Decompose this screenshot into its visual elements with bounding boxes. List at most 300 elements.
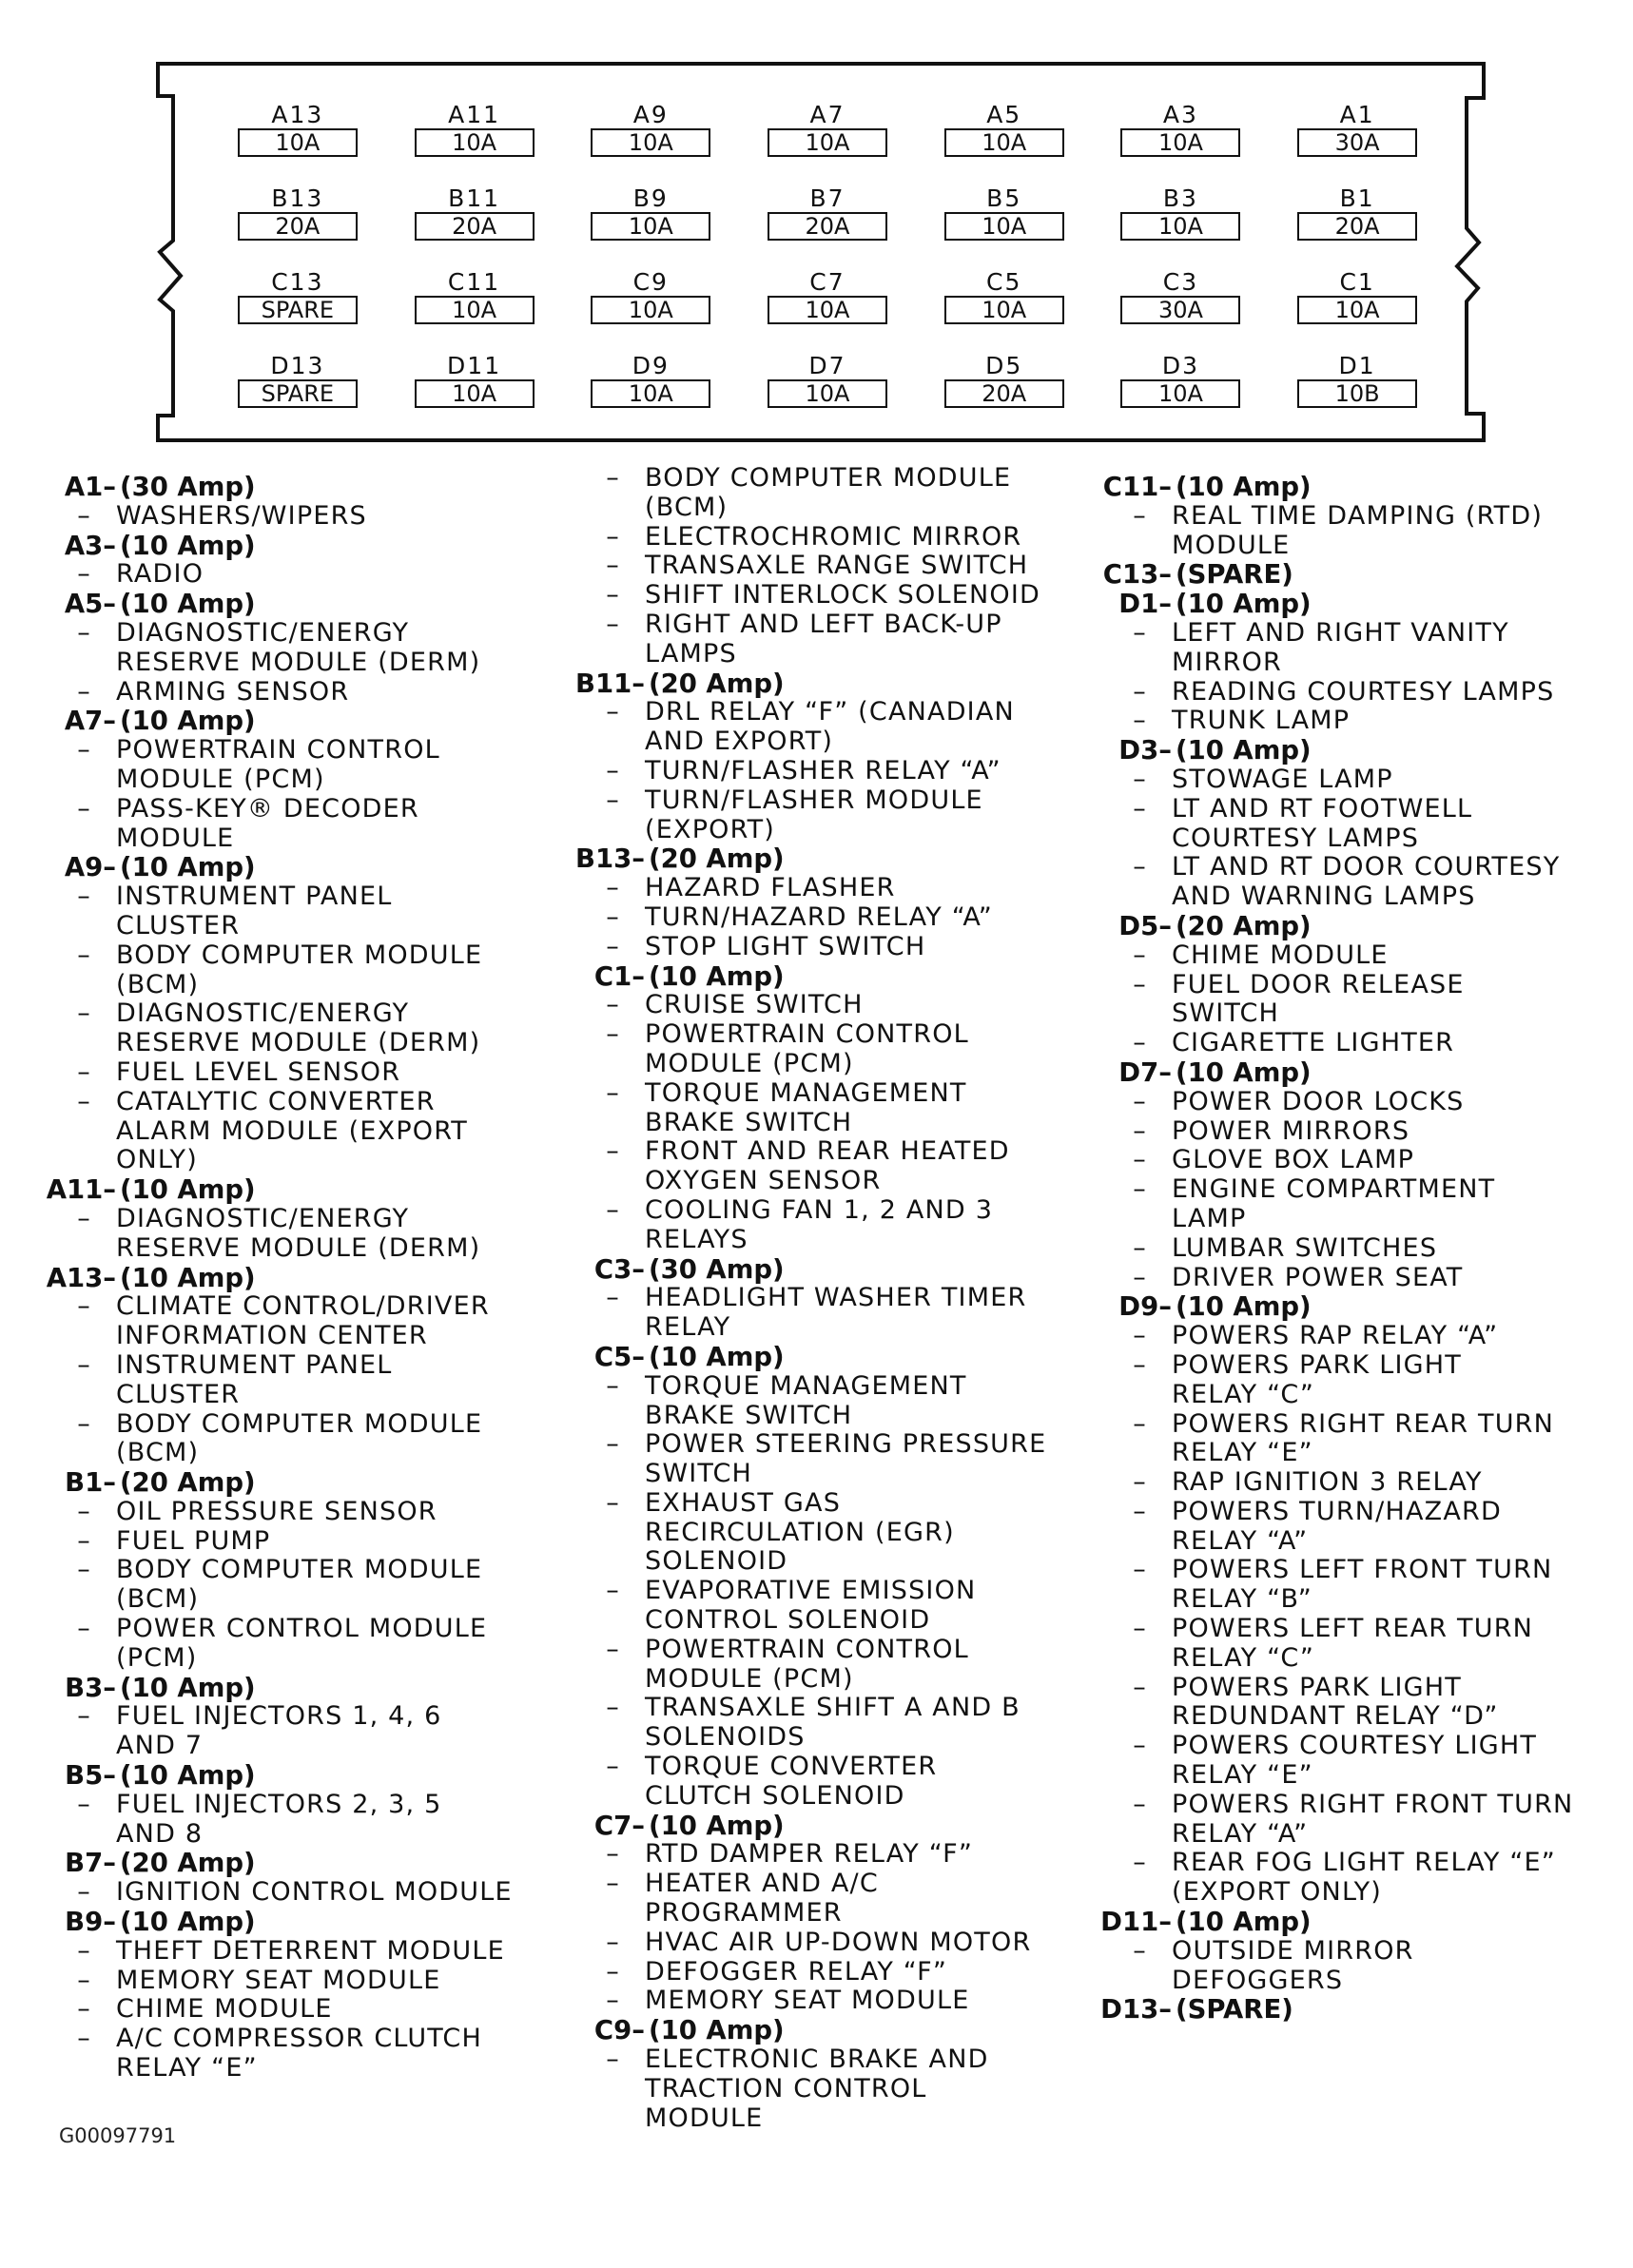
fuse-cell — [209, 248, 386, 332]
fuse-legend-heading — [29, 1468, 542, 1498]
fuse-legend-item-text: ENGINE COMPARTMENT LAMP — [1172, 1174, 1496, 1233]
fuse-cell — [1269, 248, 1446, 332]
fuse-legend-item-text: FRONT AND REAR HEATED OXYGEN SENSOR — [645, 1136, 1010, 1196]
fuse-legend-item — [557, 1079, 1090, 1138]
fuse-legend-heading — [29, 473, 542, 502]
bullet-dash: – — [1133, 1614, 1147, 1644]
fuse-legend-item — [1084, 1029, 1626, 1058]
bullet-dash: – — [606, 580, 620, 611]
fuse-cell — [1093, 332, 1270, 416]
fuse-legend-item — [557, 1577, 1090, 1636]
fuse-rating: 20A — [238, 212, 358, 241]
bullet-dash: – — [77, 1614, 91, 1644]
fuse-legend-code: D7– — [1118, 1056, 1172, 1088]
fuse-rating: 10A — [591, 128, 710, 157]
fuse-rating: 10A — [591, 296, 710, 324]
fuse-cell — [386, 332, 563, 416]
fuse-legend-heading — [557, 669, 1090, 699]
fuse-legend-item — [557, 1020, 1090, 1079]
bullet-dash: – — [1133, 1408, 1147, 1439]
fuse-legend-item — [557, 698, 1090, 757]
bullet-dash: – — [1133, 1467, 1147, 1498]
fuse-id: C11 — [447, 268, 501, 296]
fuse-id: B3 — [1162, 184, 1198, 212]
fuse-legend-code: B13– — [575, 843, 645, 875]
fuse-legend-item — [557, 933, 1090, 962]
fuse-legend-item-text: DRL RELAY “F” (CANADIAN AND EXPORT) — [645, 697, 1015, 757]
fuse-legend-heading — [29, 1849, 542, 1878]
fuse-legend-item — [29, 941, 542, 1000]
bullet-dash: – — [77, 1203, 91, 1233]
fuse-legend-item — [29, 1702, 542, 1761]
bullet-dash: – — [1133, 1672, 1147, 1702]
fuse-cell — [1269, 332, 1446, 416]
fuse-legend-item-text: SHIFT INTERLOCK SOLENOID — [645, 580, 1040, 611]
fuse-legend-item — [557, 1430, 1090, 1489]
fuse-legend-item — [29, 1058, 542, 1088]
fuse-rating: 30A — [1120, 296, 1240, 324]
bullet-dash: – — [77, 1349, 91, 1380]
fuse-cell — [739, 248, 916, 332]
fuse-legend-amperage: (10 Amp) — [1176, 1907, 1312, 1938]
bullet-dash: – — [1133, 1174, 1147, 1205]
fuse-legend-item — [557, 1284, 1090, 1343]
fuse-cell — [386, 165, 563, 248]
fuse-rating: SPARE — [238, 379, 358, 408]
bullet-dash: – — [606, 931, 620, 961]
fuse-legend-item — [1084, 1732, 1626, 1791]
bullet-dash: – — [1133, 706, 1147, 736]
bullet-dash: – — [1133, 1115, 1147, 1146]
fuse-id: A11 — [448, 101, 501, 128]
fuse-legend-item-text: POWERS RAP RELAY “A” — [1172, 1321, 1499, 1351]
fuse-legend-item — [1084, 1615, 1626, 1674]
fuse-legend-item — [1084, 1849, 1626, 1908]
fuse-legend-item-text: TORQUE CONVERTER CLUTCH SOLENOID — [645, 1752, 938, 1811]
bullet-dash: – — [606, 755, 620, 785]
fuse-legend-item — [1084, 1556, 1626, 1615]
fuse-legend-item-text: LEFT AND RIGHT VANITY MIRROR — [1172, 617, 1509, 677]
fuse-legend-item-text: TURN/HAZARD RELAY “A” — [645, 901, 993, 932]
fuse-cell — [739, 81, 916, 165]
fuse-legend-heading — [29, 1264, 542, 1293]
fuse-legend-item — [29, 1791, 542, 1850]
fuse-cell — [562, 248, 739, 332]
fuse-legend-item — [557, 1372, 1090, 1431]
fuse-legend-code: B5– — [65, 1760, 116, 1792]
fuse-legend-code: D3– — [1118, 735, 1172, 766]
fuse-id: A13 — [271, 101, 324, 128]
fuse-legend-item — [29, 1995, 542, 2025]
fuse-legend-item-text: POWERTRAIN CONTROL MODULE (PCM) — [645, 1019, 969, 1078]
fuse-legend-item — [1084, 502, 1626, 561]
bullet-dash: – — [606, 1752, 620, 1782]
fuse-legend-heading — [557, 962, 1090, 992]
fuse-rating: 20A — [1297, 212, 1417, 241]
fuse-legend-item — [557, 552, 1090, 581]
fuse-legend-heading — [29, 1674, 542, 1703]
fuse-legend-item — [1084, 766, 1626, 795]
bullet-dash: – — [1133, 676, 1147, 707]
fuse-legend-heading — [29, 590, 542, 619]
fuse-legend-code: A3– — [64, 530, 116, 561]
fuse-legend-amperage: (10 Amp) — [120, 1907, 256, 1938]
fuse-legend-item-text: RIGHT AND LEFT BACK-UP LAMPS — [645, 609, 1002, 669]
fuse-legend-item-text: FUEL PUMP — [116, 1525, 271, 1556]
fuse-id: C9 — [632, 268, 669, 296]
fuse-rating: 10A — [944, 212, 1064, 241]
bullet-dash: – — [1133, 617, 1147, 648]
fuse-legend-heading — [29, 707, 542, 736]
fuse-legend-item-text: HEADLIGHT WASHER TIMER RELAY — [645, 1283, 1027, 1343]
fuse-legend-item-text: POWER MIRRORS — [1172, 1115, 1410, 1146]
fuse-legend-item — [29, 2025, 542, 2084]
fuse-legend-item — [1084, 707, 1626, 736]
fuse-legend-heading — [1084, 1292, 1626, 1322]
fuse-legend-heading — [1084, 736, 1626, 766]
bullet-dash: – — [77, 559, 91, 590]
fuse-legend-item — [1084, 971, 1626, 1030]
fuse-legend-code: C7– — [593, 1810, 645, 1841]
fuse-id: B9 — [632, 184, 669, 212]
fuse-legend-item — [29, 560, 542, 590]
bullet-dash: – — [77, 1877, 91, 1908]
fuse-legend-item — [557, 1694, 1090, 1753]
fuse-legend-item — [29, 1292, 542, 1351]
fuse-cell — [1093, 248, 1270, 332]
fuse-legend-heading — [1084, 1908, 1626, 1937]
fuse-legend-code: C11– — [1102, 472, 1172, 502]
fuse-legend-amperage: (10 Amp) — [1176, 472, 1312, 502]
fuse-legend-item — [29, 1878, 542, 1908]
fuse-legend-item-text: STOP LIGHT SWITCH — [645, 931, 926, 961]
fuse-legend-item — [557, 1196, 1090, 1255]
fuse-legend-item — [1084, 1175, 1626, 1234]
fuse-legend-item — [557, 1958, 1090, 1987]
fuse-legend-item-text: POWERS TURN/HAZARD RELAY “A” — [1172, 1496, 1502, 1556]
bullet-dash: – — [1133, 1086, 1147, 1116]
fuse-id: B7 — [809, 184, 846, 212]
bullet-dash: – — [606, 990, 620, 1020]
fuse-rating: 20A — [768, 212, 887, 241]
fuse-legend-item — [29, 1556, 542, 1615]
fuse-legend-item-text: POWERS COURTESY LIGHT RELAY “E” — [1172, 1731, 1538, 1791]
fuse-legend-item-text: POWERS RIGHT FRONT TURN RELAY “A” — [1172, 1789, 1574, 1849]
fuse-legend-item-text: BODY COMPUTER MODULE (BCM) — [645, 463, 1012, 522]
fuse-block-diagram — [152, 62, 1503, 442]
fuse-rating: 10A — [944, 128, 1064, 157]
fuse-legend-heading — [29, 1175, 542, 1205]
bullet-dash: – — [1133, 940, 1147, 970]
fuse-legend-item-text: LUMBAR SWITCHES — [1172, 1232, 1438, 1263]
fuse-legend-amperage: (10 Amp) — [649, 1810, 785, 1841]
fuse-cell — [1093, 81, 1270, 165]
fuse-legend-item-text: POWER CONTROL MODULE (PCM) — [116, 1614, 488, 1673]
fuse-legend-item-text: DEFOGGER RELAY “F” — [645, 1956, 948, 1987]
fuse-id: D1 — [1338, 352, 1376, 379]
fuse-legend-item — [1084, 1234, 1626, 1264]
fuse-id: B11 — [448, 184, 501, 212]
bullet-dash: – — [77, 1555, 91, 1585]
fuse-legend-item-text: POWERS PARK LIGHT RELAY “C” — [1172, 1349, 1462, 1409]
fuse-legend-item-text: FUEL LEVEL SENSOR — [116, 1056, 401, 1087]
fuse-legend-item — [1084, 1468, 1626, 1498]
fuse-id: D3 — [1161, 352, 1199, 379]
fuse-legend-item — [557, 1636, 1090, 1695]
fuse-cell — [1269, 81, 1446, 165]
fuse-legend-item-text: BODY COMPUTER MODULE (BCM) — [116, 1555, 483, 1615]
fuse-id: D9 — [632, 352, 670, 379]
fuse-rating: 10A — [591, 379, 710, 408]
fuse-id: C1 — [1339, 268, 1375, 296]
fuse-rating: 10A — [238, 128, 358, 157]
fuse-legend-item — [29, 1088, 542, 1175]
fuse-rating: 10A — [768, 296, 887, 324]
fuse-legend-item-text: IGNITION CONTROL MODULE — [116, 1877, 513, 1908]
fuse-legend-heading — [557, 1255, 1090, 1285]
fuse-legend-item — [557, 903, 1090, 933]
fuse-legend-item — [1084, 1937, 1626, 1996]
fuse-legend-item — [557, 1753, 1090, 1812]
fuse-legend-item-text: POWERS LEFT REAR TURN RELAY “C” — [1172, 1614, 1534, 1673]
bullet-dash: – — [77, 998, 91, 1029]
fuse-legend-item — [1084, 678, 1626, 708]
fuse-legend-item — [557, 581, 1090, 611]
fuse-legend-item — [1084, 1410, 1626, 1469]
bullet-dash: – — [606, 901, 620, 932]
fuse-legend-item — [1084, 1264, 1626, 1293]
fuse-legend-amperage: (30 Amp) — [649, 1253, 785, 1285]
fuse-legend-item — [29, 882, 542, 941]
fuse-legend-code: B11– — [575, 668, 645, 699]
fuse-legend-item-text: HEATER AND A/C PROGRAMMER — [645, 1869, 879, 1929]
fuse-legend-item — [1084, 1674, 1626, 1733]
fuse-legend-item-text: TRANSAXLE RANGE SWITCH — [645, 551, 1029, 581]
fuse-legend-item-text: REAR FOG LIGHT RELAY “E” (EXPORT ONLY) — [1172, 1848, 1556, 1908]
fuse-id: D11 — [447, 352, 502, 379]
fuse-legend-item — [1084, 1117, 1626, 1147]
fuse-legend-item-text: DRIVER POWER SEAT — [1172, 1262, 1464, 1292]
fuse-id: A7 — [809, 101, 846, 128]
fuse-legend-item — [29, 502, 542, 532]
fuse-legend-item — [29, 619, 542, 678]
bullet-dash: – — [606, 521, 620, 552]
fuse-legend-code: D13– — [1100, 1994, 1172, 2026]
fuse-id: A3 — [1162, 101, 1198, 128]
fuse-legend-item-text: POWERS PARK LIGHT REDUNDANT RELAY “D” — [1172, 1672, 1499, 1732]
fuse-legend-amperage: (SPARE) — [1176, 1994, 1293, 2026]
fuse-legend-amperage: (30 Amp) — [120, 472, 256, 502]
fuse-rating: 10A — [768, 128, 887, 157]
fuse-legend-item-text: INSTRUMENT PANEL CLUSTER — [116, 882, 393, 940]
bullet-dash: – — [77, 735, 91, 766]
fuse-legend-item — [557, 1489, 1090, 1577]
fuse-legend-item-text: LT AND RT DOOR COURTESY AND WARNING LAMPS — [1172, 852, 1561, 912]
fuse-cell — [562, 81, 739, 165]
fuse-legend-amperage: (10 Amp) — [120, 852, 256, 883]
bullet-dash: – — [606, 1956, 620, 1987]
fuse-legend-item — [29, 999, 542, 1058]
bullet-dash: – — [77, 1496, 91, 1526]
fuse-legend-item-text: ARMING SENSOR — [116, 676, 350, 707]
bullet-dash: – — [77, 1291, 91, 1322]
bullet-dash: – — [77, 1789, 91, 1819]
fuse-legend-amperage: (10 Amp) — [649, 2015, 785, 2046]
fuse-legend-item-text: EVAPORATIVE EMISSION CONTROL SOLENOID — [645, 1576, 977, 1636]
fuse-legend-item — [557, 1929, 1090, 1958]
fuse-legend-item — [29, 1498, 542, 1527]
bullet-dash: – — [606, 1283, 620, 1313]
fuse-legend-code: A5– — [64, 589, 116, 620]
fuse-legend-item-text: CHIME MODULE — [116, 1994, 333, 2025]
fuse-legend-item — [29, 795, 542, 854]
fuse-legend-item-text: READING COURTESY LAMPS — [1172, 676, 1555, 707]
fuse-rating: 10A — [1297, 296, 1417, 324]
fuse-legend-item — [557, 611, 1090, 669]
fuse-legend-amperage: (10 Amp) — [649, 960, 785, 992]
bullet-dash: – — [1133, 1848, 1147, 1878]
figure-code: G00097791 — [59, 2124, 177, 2147]
fuse-legend-item — [1084, 795, 1626, 854]
fuse-legend-heading — [557, 1343, 1090, 1372]
fuse-legend-item — [29, 1410, 542, 1469]
fuse-legend-item — [1084, 1351, 1626, 1410]
fuse-legend-code: D9– — [1118, 1291, 1172, 1323]
fuse-legend-item — [29, 1351, 542, 1410]
fuse-legend-item-text: POWERS LEFT FRONT TURN RELAY “B” — [1172, 1555, 1553, 1615]
fuse-legend-item-text: GLOVE BOX LAMP — [1172, 1145, 1415, 1175]
fuse-id: B1 — [1339, 184, 1375, 212]
fuse-legend-heading — [1084, 473, 1626, 502]
bullet-dash: – — [606, 2045, 620, 2075]
fuse-cell — [916, 165, 1093, 248]
fuse-legend-item-text: A/C COMPRESSOR CLUTCH RELAY “E” — [116, 2024, 482, 2084]
fuse-rating: SPARE — [238, 296, 358, 324]
fuse-legend-item — [557, 523, 1090, 552]
fuse-cell — [1269, 165, 1446, 248]
fuse-legend-code: A9– — [64, 852, 116, 883]
fuse-legend-amperage: (10 Amp) — [120, 1672, 256, 1703]
fuse-legend-item-text: DIAGNOSTIC/ENERGY RESERVE MODULE (DERM) — [116, 998, 481, 1058]
fuse-legend-item-text: HAZARD FLASHER — [645, 873, 896, 903]
bullet-dash: – — [606, 609, 620, 639]
bullet-dash: – — [1133, 1349, 1147, 1380]
fuse-rating: 20A — [944, 379, 1064, 408]
bullet-dash: – — [77, 1408, 91, 1439]
fuse-legend-item-text: BODY COMPUTER MODULE (BCM) — [116, 1408, 483, 1468]
fuse-legend-code: A13– — [46, 1262, 116, 1293]
fuse-legend-item-text: TURN/FLASHER RELAY “A” — [645, 755, 1001, 785]
bullet-dash: – — [1133, 969, 1147, 999]
fuse-legend-item-text: RAP IGNITION 3 RELAY — [1172, 1467, 1483, 1498]
bullet-dash: – — [1133, 1232, 1147, 1263]
fuse-legend-amperage: (10 Amp) — [120, 706, 256, 737]
fuse-legend-item-text: BODY COMPUTER MODULE (BCM) — [116, 940, 483, 999]
fuse-legend-item-text: MEMORY SEAT MODULE — [116, 1965, 441, 1995]
fuse-legend-item-text: STOWAGE LAMP — [1172, 764, 1393, 794]
fuse-legend-amperage: (10 Amp) — [649, 1341, 785, 1372]
fuse-id: A1 — [1339, 101, 1375, 128]
fuse-legend-item-text: RTD DAMPER RELAY “F” — [645, 1839, 974, 1870]
fuse-legend-item-text: TRANSAXLE SHIFT A AND B SOLENOIDS — [645, 1693, 1021, 1753]
bullet-dash: – — [1133, 1496, 1147, 1526]
fuse-legend-item-text: TORQUE MANAGEMENT BRAKE SWITCH — [645, 1077, 967, 1137]
fuse-legend-item — [557, 464, 1090, 523]
bullet-dash: – — [1133, 1321, 1147, 1351]
bullet-dash: – — [1133, 1789, 1147, 1819]
fuse-legend-heading — [1084, 560, 1626, 590]
bullet-dash: – — [1133, 793, 1147, 824]
fuse-legend-heading — [1084, 912, 1626, 941]
fuse-legend-code: B1– — [65, 1467, 116, 1499]
fuse-legend-code: A7– — [64, 706, 116, 737]
fuse-legend-item — [557, 991, 1090, 1020]
fuse-legend-item — [557, 1137, 1090, 1196]
fuse-legend-item — [29, 1615, 542, 1674]
fuse-id: D7 — [808, 352, 846, 379]
fuse-cell — [916, 248, 1093, 332]
fuse-legend-item-text: CRUISE SWITCH — [645, 990, 864, 1020]
fuse-legend-item-text: FUEL INJECTORS 1, 4, 6 AND 7 — [116, 1701, 442, 1761]
fuse-legend-heading — [29, 1761, 542, 1791]
fuse-rating: 10A — [415, 296, 535, 324]
fuse-id: D13 — [270, 352, 325, 379]
fuse-cell — [209, 165, 386, 248]
fuse-legend-item-text: CIGARETTE LIGHTER — [1172, 1028, 1455, 1058]
fuse-legend-amperage: (10 Amp) — [120, 589, 256, 620]
bullet-dash: – — [606, 1194, 620, 1225]
fuse-legend-code: B9– — [65, 1907, 116, 1938]
fuse-legend-item — [1084, 853, 1626, 912]
fuse-legend-amperage: (10 Amp) — [120, 530, 256, 561]
bullet-dash: – — [1133, 852, 1147, 882]
bullet-dash: – — [77, 793, 91, 824]
fuse-legend-item — [1084, 1146, 1626, 1175]
fuse-grid — [209, 81, 1446, 442]
fuse-rating: 10B — [1297, 379, 1417, 408]
bullet-dash: – — [606, 1136, 620, 1167]
fuse-legend-item-text: OIL PRESSURE SENSOR — [116, 1496, 437, 1526]
fuse-legend-code: C5– — [593, 1341, 645, 1372]
fuse-legend-item — [557, 786, 1090, 845]
fuse-cell — [916, 81, 1093, 165]
fuse-id: C5 — [986, 268, 1022, 296]
fuse-legend-item — [557, 1987, 1090, 2016]
fuse-id: A5 — [986, 101, 1022, 128]
fuse-legend-item — [29, 1205, 542, 1264]
fuse-id: C13 — [271, 268, 324, 296]
bullet-dash: – — [77, 940, 91, 970]
fuse-legend-code: C9– — [593, 2015, 645, 2046]
bullet-dash: – — [606, 1576, 620, 1606]
bullet-dash: – — [77, 1994, 91, 2025]
fuse-rating: 10A — [1120, 379, 1240, 408]
fuse-legend-item-text: MEMORY SEAT MODULE — [645, 1986, 970, 2016]
fuse-legend-item-text: OUTSIDE MIRROR DEFOGGERS — [1172, 1935, 1414, 1995]
fuse-id: C3 — [1162, 268, 1199, 296]
fuse-legend-item-text: CHIME MODULE — [1172, 940, 1389, 970]
fuse-legend-amperage: (20 Amp) — [120, 1467, 256, 1499]
fuse-legend-item — [1084, 1791, 1626, 1850]
fuse-legend-code: A1– — [64, 472, 116, 502]
fuse-cell — [739, 332, 916, 416]
fuse-legend-item-text: POWERTRAIN CONTROL MODULE (PCM) — [116, 735, 440, 794]
fuse-id: B13 — [271, 184, 324, 212]
fuse-legend-item — [29, 1527, 542, 1557]
fuse-rating: 10A — [1120, 128, 1240, 157]
fuse-legend-item — [557, 757, 1090, 786]
fuse-cell — [562, 332, 739, 416]
